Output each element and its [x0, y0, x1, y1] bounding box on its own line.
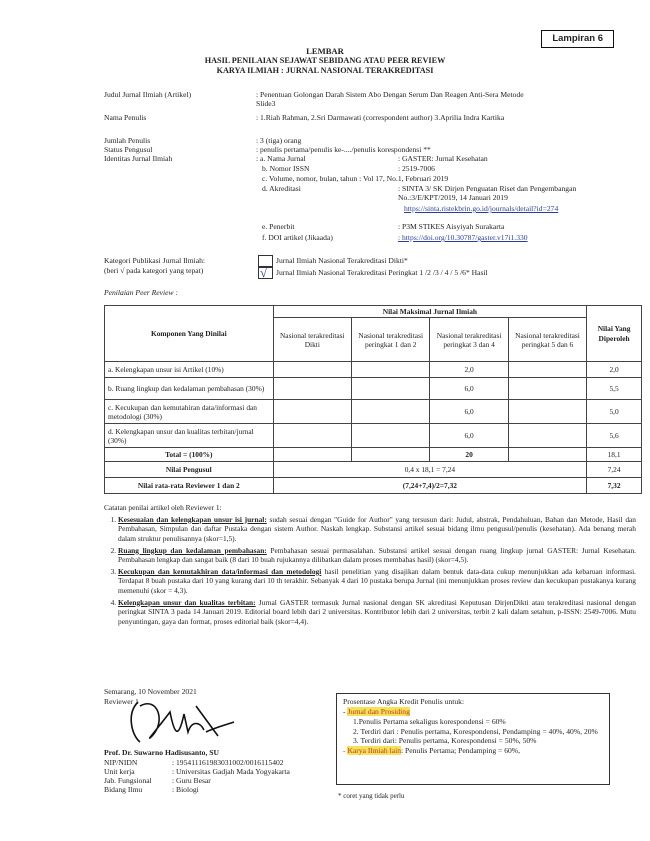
row-label: c. Kecukupan dan kemutahiran data/informasi dan metodologi (30%) [105, 400, 274, 424]
judul-label: Judul Jurnal Ilmiah (Artikel) [104, 90, 192, 99]
header-line-2: HASIL PENILAIAN SEJAWAT SEBIDANG ATAU PEER REVIEW [204, 56, 446, 65]
jabatan-value: : Guru Besar [172, 776, 211, 785]
akreditasi-value: : SINTA 3/ SK Dirjen Penguatan Riset dan Pengembangan No.:3/E/KPT/2019, 14 Januari 2019 [398, 184, 577, 203]
status-value: : penulis pertama/penulis ke-..../penulis korespondensi ** [256, 145, 431, 154]
header-line-3: KARYA ILMIAH : JURNAL NASIONAL TERAKREDITASI [216, 66, 434, 75]
lampiran-label: Lampiran 6 [541, 30, 614, 48]
reviewer-label: Reviewer 1 [104, 697, 139, 706]
kredit-line-2: 2. Terdiri dari : Penulis pertama, Korespondensi, Pendamping = 40%, 40%, 20% [353, 726, 598, 736]
kredit-title: Prosentase Angka Kredit Penulis untuk: [343, 697, 465, 706]
unit-value: : Universitas Gadjah Mada Yogyakarta [172, 767, 290, 776]
nama-jurnal-value: : GASTER: Jurnal Kesehatan [398, 154, 488, 163]
volume-label: c. Volume, nomor, bulan, tahun : Vol 17, No.1, Februari 2019 [262, 174, 449, 183]
note-head: Kesesuaian dan kelengkapan unsur isi jurnal: [118, 514, 267, 524]
jabatan-label: Jab. Fungsional [104, 776, 152, 785]
row-label: b. Ruang lingkup dan kedalaman pembahasan (30%) [105, 378, 274, 400]
kredit-karya-rest: : Penulis Pertama; Pendamping = 60%, [401, 746, 521, 756]
list-item [118, 515, 636, 544]
doi-label: f. DOI artikel (Jikaada) [262, 233, 333, 242]
akreditasi-label: d. Akreditasi [262, 184, 301, 193]
row-nilai: 2,0 [587, 362, 642, 378]
penulis-value: : 1.Riah Rahman, 2.Sri Darmawati (correspondent author) 3.Aprilia Indra Kartika [256, 113, 505, 122]
reviewer-name: Prof. Dr. Suwarno Hadisusanto, SU [104, 748, 219, 757]
penulis-label: Nama Penulis [104, 113, 147, 122]
note-head: Kelengkapan unsur dan kualitas terbitan: [118, 597, 256, 607]
kredit-karya: Karya Ilmiah lain [347, 746, 401, 756]
col-peringkat-3-4: Nasional terakreditasi peringkat 3 dan 4 [430, 318, 508, 362]
note-text: Jurnal GASTER termasuk Jurnal nasional dengan SK akreditasi Keputusan DirjenDikti atau terakreditasi nasional dengan peringkat SINTA 3 pada 14 Januari 2019. Editorial board lebih dari 2 universitas. Kontributor lebih dari 2 universitas, terbit 2 kali dalam setahun, p-ISSN: 2549-7006. Mutu penyuntingan, gaya dan format, proses editorial baik (skor=4,4). [118, 597, 636, 626]
issn-value: : 2519-7006 [398, 164, 435, 173]
row-max: 6,0 [430, 400, 508, 424]
total-max: 20 [430, 448, 508, 462]
total-label: Total = (100%) [105, 448, 274, 462]
note-text: Pembahasan sesuai permasalahan. Substansi artikel sesuai dengan ruang lingkup jurnal GASTER: Jurnal Kesehatan. Pembahasan lengkap dan sangat baik (8 dari 10 buah rujukannya dilibatkan dalam proses membahas hasil) (skor=4,5). [118, 545, 636, 565]
list-item [118, 598, 636, 627]
komponen-header: Komponen Yang Dinilai [105, 306, 274, 362]
jumlah-value: : 3 (tiga) orang [256, 136, 302, 145]
penerbit-value: : P3M STIKES Aisyiyah Surakarta [398, 222, 505, 231]
status-label: Status Pengusul [104, 145, 153, 154]
kategori-option-2: Jurnal Ilmiah Nasional Terakreditasi Peringkat 1 /2 /3 / 4 / 5 /6* Hasil [276, 268, 488, 277]
signature-image [118, 692, 238, 748]
note-head: Kecukupan dan kemutakhiran data/informasi dan metodologi [118, 566, 322, 576]
nip-value: : 195411161983031002/0016115402 [172, 758, 284, 767]
penerbit-label: e. Penerbit [262, 222, 295, 231]
nilai-diperoleh-header: Nilai Yang Diperoleh [587, 306, 642, 362]
col-peringkat-5-6: Nasional terakreditasi peringkat 5 dan 6 [508, 318, 586, 362]
jumlah-label: Jumlah Penulis [104, 136, 151, 145]
row-max: 6,0 [430, 378, 508, 400]
kategori-checkbox-peringkat[interactable] [258, 267, 273, 279]
note-head: Ruang lingkup dan kedalaman pembahasan: [118, 545, 267, 555]
row-max: 2,0 [430, 362, 508, 378]
row-label: d. Kelengkapan unsur dan kualitas terbitan/jurnal (30%) [105, 424, 274, 448]
pengusul-calc: 0,4 x 18,1 = 7,24 [273, 462, 587, 478]
kredit-line-3: 3. Terdiri dari: Penulis pertama, Korespondensi = 50%, 50% [353, 736, 537, 746]
issn-label: b. Nomor ISSN [262, 164, 310, 173]
row-nilai: 5,5 [587, 378, 642, 400]
header-line-1: LEMBAR [306, 46, 344, 56]
kredit-line-1: 1.Penulis Pertama sekaligus korespondensi = 60% [353, 716, 506, 726]
note-text: sudah sesuai dengan "Guide for Author" yang tersusun dari: Judul, abstrak, Pendahuluan, Bahan dan Metode, Hasil dan Pembahasan, Simpulan dan daftar Pustaka dengan sistem Author. Naskah lengkap. Substansi artikel sesuai bidang ilmu pengusul/penulis (kesehatan). Ada benang merah dalam struktur penulisannya (skor=1,5). [118, 514, 637, 543]
table-row [105, 378, 642, 400]
bidang-value: : Biologi [172, 785, 199, 794]
judul-value: : Penentuan Golongan Darah Sistem Abo Dengan Serum Dan Reagen Anti-Sera Metode Slide3 [256, 90, 524, 109]
nip-label: NIP/NIDN [104, 758, 138, 767]
table-row [105, 424, 642, 448]
list-item [118, 546, 636, 565]
reviewer-notes [104, 503, 636, 629]
identitas-label: Identitas Jurnal Ilmiah [104, 154, 173, 163]
row-nilai: 5,0 [587, 400, 642, 424]
sinta-link[interactable]: https://sinta.ristekbrin.go.id/journals/detail?id=274 [404, 204, 559, 213]
place-date: Semarang, 10 November 2021 [104, 687, 197, 696]
col-peringkat-1-2: Nasional terakreditasi peringkat 1 dan 2 [352, 318, 430, 362]
pengusul-nilai: 7,24 [587, 462, 642, 478]
list-item [118, 567, 636, 596]
bidang-label: Bidang Ilmu [104, 785, 143, 794]
kategori-sublabel: (beri √ pada kategori yang tepat) [104, 266, 204, 275]
angka-kredit-box: Prosentase Angka Kredit Penulis untuk: - Jurnal dan Prosiding 1.Penulis Pertama sekaligus korespondensi = 60% 2. Terdiri dari : Penulis pertama, Korespondensi, Pendamping = 40%, 40%, 20% 3. Terdiri dari: Penulis pertama, Korespondensi = 50%, 50% - Karya Ilmiah lain: Penulis Pertama; Pendamping = 60%, [336, 693, 610, 785]
table-row [105, 400, 642, 424]
score-table [104, 305, 642, 494]
table-row [105, 362, 642, 378]
notes-title: Catatan penilai artikel oleh Reviewer 1: [104, 503, 222, 512]
rata-nilai: 7,32 [587, 478, 642, 494]
footnote: * coret yang tidak perlu [338, 792, 405, 800]
check-mark-icon: √ [260, 265, 268, 280]
total-nilai: 18,1 [587, 448, 642, 462]
kredit-jurnal: Jurnal dan Prosiding [347, 706, 410, 716]
pengusul-label: Nilai Pengusul [105, 462, 274, 478]
kategori-option-1: Jurnal Ilmiah Nasional Terakreditasi Dikti* [276, 256, 408, 265]
doi-link[interactable]: : https://doi.org/10.30787/gaster.v17i1.330 [398, 233, 528, 242]
col-dikti: Nasional terakreditasi Dikti [273, 318, 351, 362]
note-text: hasil penelitian yang disajikan dalam bentuk data-data cukup menunjukkan ada kebaruan informasi. Terdapat 8 buah pustaka dari 10 yang kurang dari 10 th terakhir. Sebanyak 4 dari 10 pustaka berupa Jurnal (ini menunjukkan proses review dan kecukupan pustakanya kurang memenuhi (skor = 4,3). [118, 566, 636, 595]
row-max: 6,0 [430, 424, 508, 448]
rata-label: Nilai rata-rata Reviewer 1 dan 2 [105, 478, 274, 494]
row-label: a. Kelengkapan unsur isi Artikel (10%) [105, 362, 274, 378]
rata-calc: (7,24+7,4)/2=7,32 [273, 478, 587, 494]
kategori-label: Kategori Publikasi Jurnal Ilmiah: [104, 256, 206, 265]
nama-jurnal-label: : a. Nama Jurnal [256, 154, 306, 163]
nilai-max-header: Nilai Maksimal Jurnal Ilmiah [273, 306, 587, 318]
row-nilai: 5,6 [587, 424, 642, 448]
unit-label: Unit kerja [104, 767, 135, 776]
penilaian-label: Penilaian Peer Review : [104, 288, 179, 297]
